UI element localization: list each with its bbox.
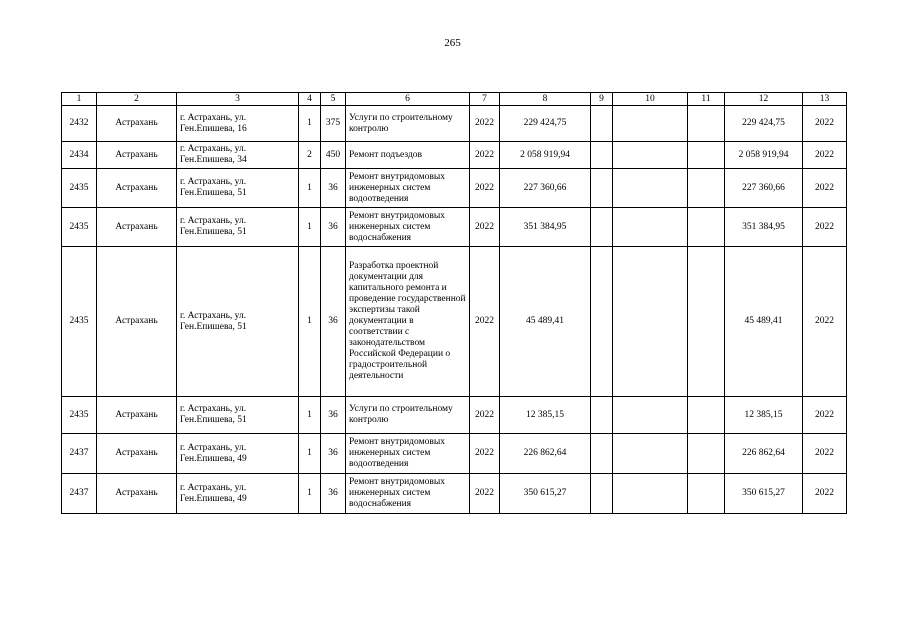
table-row <box>62 169 847 208</box>
address-cell: г. Астрахань, ул. Ген.Епишева, 49 <box>177 474 299 514</box>
entrance-count-cell: 1 <box>299 397 321 434</box>
total-cost-cell: 12 385,15 <box>500 397 591 434</box>
start-year-cell: 2022 <box>470 106 500 142</box>
fund-cost-cell: 227 360,66 <box>725 169 803 208</box>
fund-cost-cell: 226 862,64 <box>725 434 803 474</box>
total-cost-cell: 227 360,66 <box>500 169 591 208</box>
start-year-cell: 2022 <box>470 247 500 397</box>
start-year-cell: 2022 <box>470 208 500 247</box>
work-type-cell: Ремонт внутридомовых инженерных систем водоснабжения <box>346 208 470 247</box>
end-year-cell: 2022 <box>803 434 847 474</box>
column-9-cell <box>591 474 613 514</box>
column-header: 10 <box>613 93 688 106</box>
column-11-cell <box>688 434 725 474</box>
fund-cost-cell: 2 058 919,94 <box>725 142 803 169</box>
column-header: 9 <box>591 93 613 106</box>
column-11-cell <box>688 142 725 169</box>
column-10-cell <box>613 434 688 474</box>
row-number-cell: 2435 <box>62 169 97 208</box>
fund-cost-cell: 350 615,27 <box>725 474 803 514</box>
work-type-cell: Ремонт внутридомовых инженерных систем водоснабжения <box>346 474 470 514</box>
column-header: 7 <box>470 93 500 106</box>
work-type-cell: Ремонт внутридомовых инженерных систем водоотведения <box>346 434 470 474</box>
row-number-cell: 2435 <box>62 208 97 247</box>
page-number: 265 <box>444 37 461 49</box>
address-cell: г. Астрахань, ул. Ген.Епишева, 34 <box>177 142 299 169</box>
city-cell: Астрахань <box>97 169 177 208</box>
entrance-count-cell: 2 <box>299 142 321 169</box>
end-year-cell: 2022 <box>803 474 847 514</box>
column-11-cell <box>688 474 725 514</box>
column-9-cell <box>591 142 613 169</box>
row-number-cell: 2435 <box>62 247 97 397</box>
end-year-cell: 2022 <box>803 142 847 169</box>
column-header: 8 <box>500 93 591 106</box>
start-year-cell: 2022 <box>470 169 500 208</box>
column-11-cell <box>688 397 725 434</box>
end-year-cell: 2022 <box>803 247 847 397</box>
column-10-cell <box>613 208 688 247</box>
column-11-cell <box>688 169 725 208</box>
table-row <box>62 106 847 142</box>
start-year-cell: 2022 <box>470 474 500 514</box>
column-11-cell <box>688 247 725 397</box>
city-cell: Астрахань <box>97 106 177 142</box>
column-header: 1 <box>62 93 97 106</box>
entrance-count-cell: 1 <box>299 208 321 247</box>
row-number-cell: 2437 <box>62 474 97 514</box>
city-cell: Астрахань <box>97 434 177 474</box>
fund-cost-cell: 351 384,95 <box>725 208 803 247</box>
column-9-cell <box>591 247 613 397</box>
work-type-cell: Услуги по строительному контролю <box>346 106 470 142</box>
row-number-cell: 2437 <box>62 434 97 474</box>
work-type-cell: Ремонт подъездов <box>346 142 470 169</box>
apartment-count-cell: 36 <box>321 434 346 474</box>
column-header: 13 <box>803 93 847 106</box>
entrance-count-cell: 1 <box>299 106 321 142</box>
column-header: 11 <box>688 93 725 106</box>
apartment-count-cell: 36 <box>321 247 346 397</box>
column-header: 6 <box>346 93 470 106</box>
column-9-cell <box>591 434 613 474</box>
column-9-cell <box>591 169 613 208</box>
city-cell: Астрахань <box>97 397 177 434</box>
total-cost-cell: 2 058 919,94 <box>500 142 591 169</box>
fund-cost-cell: 45 489,41 <box>725 247 803 397</box>
column-header: 12 <box>725 93 803 106</box>
entrance-count-cell: 1 <box>299 474 321 514</box>
table-row <box>62 247 847 397</box>
city-cell: Астрахань <box>97 474 177 514</box>
column-10-cell <box>613 474 688 514</box>
total-cost-cell: 350 615,27 <box>500 474 591 514</box>
entrance-count-cell: 1 <box>299 247 321 397</box>
column-10-cell <box>613 397 688 434</box>
column-9-cell <box>591 106 613 142</box>
total-cost-cell: 229 424,75 <box>500 106 591 142</box>
start-year-cell: 2022 <box>470 397 500 434</box>
column-10-cell <box>613 106 688 142</box>
row-number-cell: 2432 <box>62 106 97 142</box>
table-row <box>62 208 847 247</box>
city-cell: Астрахань <box>97 247 177 397</box>
column-9-cell <box>591 397 613 434</box>
column-header: 4 <box>299 93 321 106</box>
address-cell: г. Астрахань, ул. Ген.Епишева, 51 <box>177 208 299 247</box>
apartment-count-cell: 36 <box>321 169 346 208</box>
work-type-cell: Разработка проектной документации для капитального ремонта и проведение государственной экспертизы такой документации в соответствии с законодательством Российской Федерации о градостроительной деятельности <box>346 247 470 397</box>
column-header: 5 <box>321 93 346 106</box>
column-10-cell <box>613 247 688 397</box>
entrance-count-cell: 1 <box>299 434 321 474</box>
total-cost-cell: 226 862,64 <box>500 434 591 474</box>
apartment-count-cell: 450 <box>321 142 346 169</box>
address-cell: г. Астрахань, ул. Ген.Епишева, 49 <box>177 434 299 474</box>
address-cell: г. Астрахань, ул. Ген.Епишева, 16 <box>177 106 299 142</box>
column-9-cell <box>591 208 613 247</box>
address-cell: г. Астрахань, ул. Ген.Епишева, 51 <box>177 397 299 434</box>
address-cell: г. Астрахань, ул. Ген.Епишева, 51 <box>177 247 299 397</box>
table-header <box>62 93 847 106</box>
column-header: 2 <box>97 93 177 106</box>
table-body <box>62 106 847 514</box>
column-10-cell <box>613 142 688 169</box>
total-cost-cell: 45 489,41 <box>500 247 591 397</box>
end-year-cell: 2022 <box>803 208 847 247</box>
fund-cost-cell: 12 385,15 <box>725 397 803 434</box>
table-row <box>62 434 847 474</box>
apartment-count-cell: 375 <box>321 106 346 142</box>
city-cell: Астрахань <box>97 208 177 247</box>
address-cell: г. Астрахань, ул. Ген.Епишева, 51 <box>177 169 299 208</box>
column-10-cell <box>613 169 688 208</box>
apartment-count-cell: 36 <box>321 474 346 514</box>
repair-works-table <box>61 92 847 514</box>
fund-cost-cell: 229 424,75 <box>725 106 803 142</box>
column-11-cell <box>688 106 725 142</box>
table-row <box>62 142 847 169</box>
table-row <box>62 397 847 434</box>
city-cell: Астрахань <box>97 142 177 169</box>
work-type-cell: Ремонт внутридомовых инженерных систем водоотведения <box>346 169 470 208</box>
column-11-cell <box>688 208 725 247</box>
row-number-cell: 2435 <box>62 397 97 434</box>
apartment-count-cell: 36 <box>321 397 346 434</box>
end-year-cell: 2022 <box>803 397 847 434</box>
table-row <box>62 474 847 514</box>
end-year-cell: 2022 <box>803 169 847 208</box>
column-header: 3 <box>177 93 299 106</box>
total-cost-cell: 351 384,95 <box>500 208 591 247</box>
work-type-cell: Услуги по строительному контролю <box>346 397 470 434</box>
start-year-cell: 2022 <box>470 142 500 169</box>
header-row <box>62 93 847 106</box>
row-number-cell: 2434 <box>62 142 97 169</box>
apartment-count-cell: 36 <box>321 208 346 247</box>
entrance-count-cell: 1 <box>299 169 321 208</box>
start-year-cell: 2022 <box>470 434 500 474</box>
end-year-cell: 2022 <box>803 106 847 142</box>
